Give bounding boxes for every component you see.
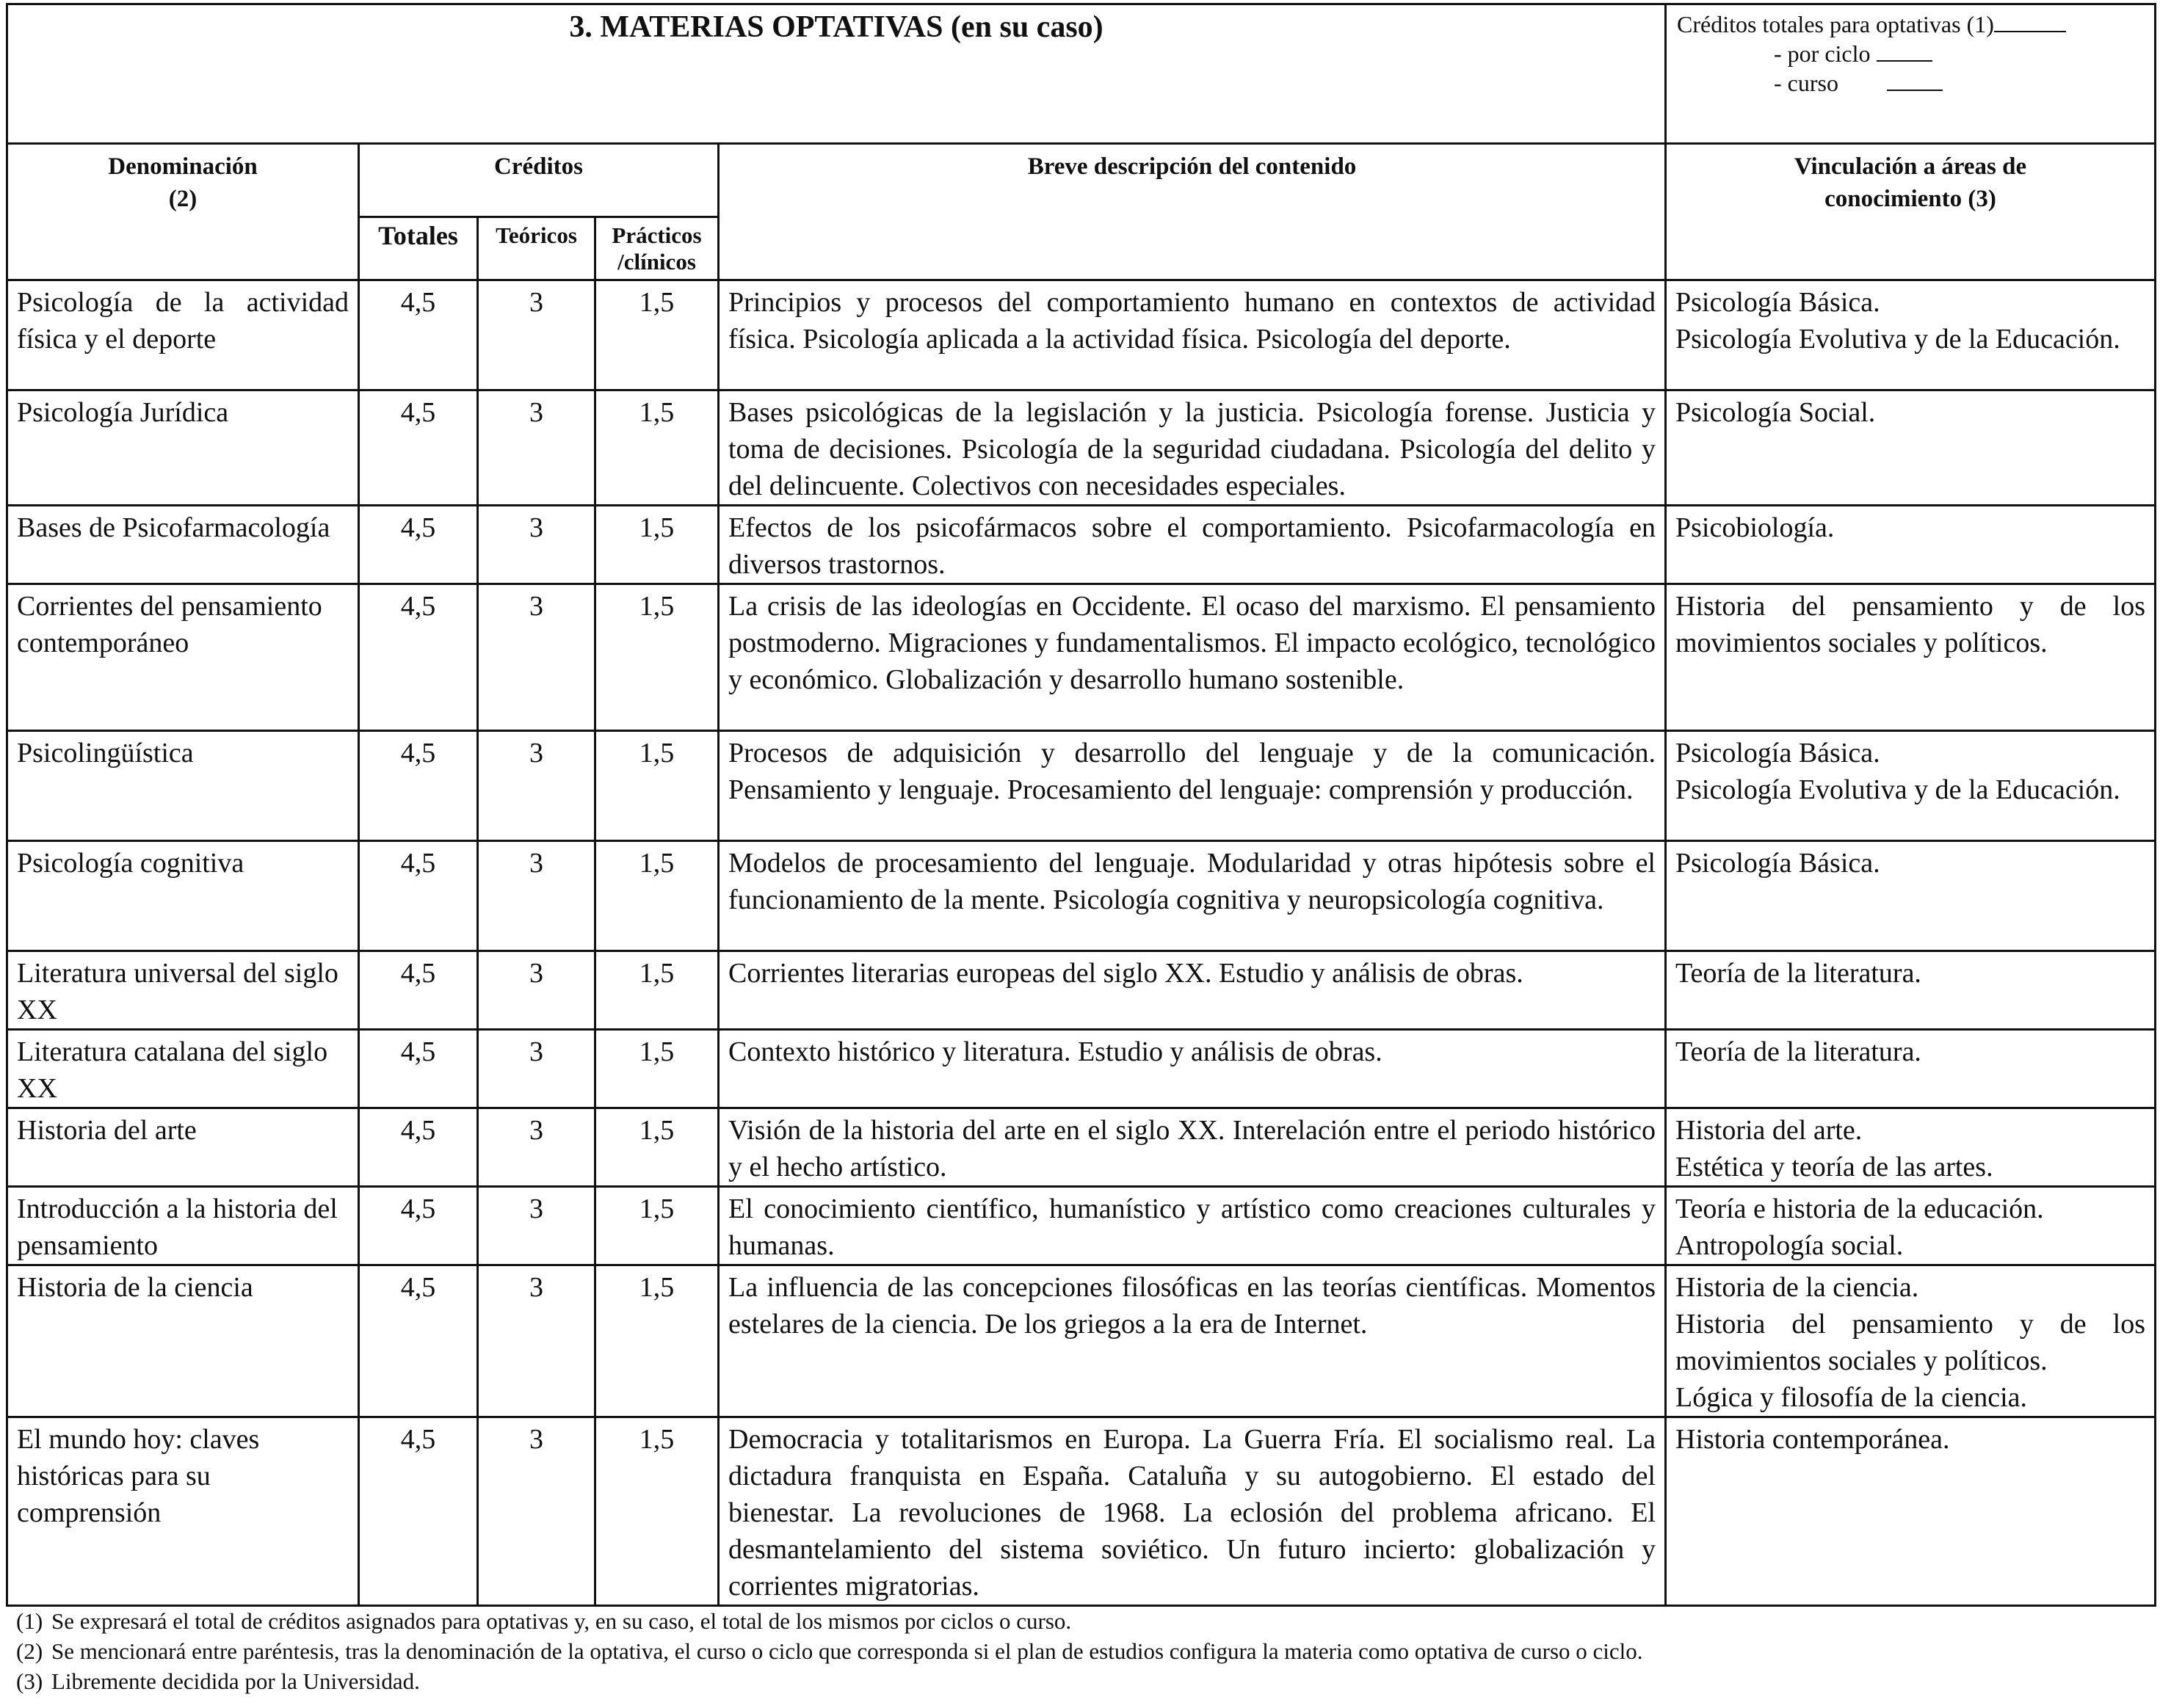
por-ciclo-blank xyxy=(1877,60,1932,62)
area-item: Psicología Básica. xyxy=(1675,848,1880,879)
areas-conocimiento xyxy=(1666,584,2156,731)
descripcion-contenido: Corrientes literarias europeas del siglo XX. Estudio y análisis de obras. xyxy=(719,951,1666,1030)
descripcion-contenido: Visión de la historia del arte en el siglo XX. Interelación entre el periodo histórico y el hecho artístico. xyxy=(719,1108,1666,1187)
practicos-label: Prácticos xyxy=(612,222,702,248)
title-row xyxy=(7,4,2156,144)
creditos-totales: 4,5 xyxy=(359,506,478,584)
areas-conocimiento xyxy=(1666,506,2156,584)
footnote-number: (3) xyxy=(16,1668,43,1694)
descripcion-contenido: Modelos de procesamiento del lenguaje. Modularidad y otras hipótesis sobre el funcionamiento de la mente. Psicología cognitiva y neuropsicología cognitiva. xyxy=(719,841,1666,951)
curso-line xyxy=(1677,68,2147,98)
areas-conocimiento xyxy=(1666,1417,2156,1606)
descripcion-contenido: El conocimiento científico, humanístico y artístico como creaciones culturales y humanas. xyxy=(719,1187,1666,1265)
creditos-teoricos: 3 xyxy=(478,1417,595,1606)
footnotes xyxy=(16,1606,1643,1696)
materia-name: Introducción a la historia del pensamiento xyxy=(7,1187,359,1265)
creditos-practicos: 1,5 xyxy=(595,731,719,841)
denominacion-header xyxy=(7,144,359,280)
area-item: Teoría de la literatura. xyxy=(1675,958,1921,989)
area-item: Psicología Básica. xyxy=(1675,738,1880,768)
creditos-practicos: 1,5 xyxy=(595,506,719,584)
descripcion-contenido: Efectos de los psicofármacos sobre el comportamiento. Psicofarmacología en diversos trastornos. xyxy=(719,506,1666,584)
materia-name: Psicolingüística xyxy=(7,731,359,841)
credits-total-line xyxy=(1677,10,2147,39)
creditos-totales: 4,5 xyxy=(359,1265,478,1417)
descripcion-contenido: Democracia y totalitarismos en Europa. La Guerra Fría. El socialismo real. La dictadura franquista en España. Cataluña y su autogobierno. El estado del bienestar. La revoluciones de 1968. La eclosión del problema africano. El desmantelamiento del sistema soviético. Un futuro incierto: globalización y corrientes migratorias. xyxy=(719,1417,1666,1606)
creditos-totales: 4,5 xyxy=(359,1187,478,1265)
area-item: Lógica y filosofía de la ciencia. xyxy=(1675,1382,2028,1413)
creditos-teoricos: 3 xyxy=(478,280,595,390)
areas-conocimiento xyxy=(1666,841,2156,951)
areas-conocimiento xyxy=(1666,280,2156,390)
descripcion-contenido: Principios y procesos del comportamiento humano en contextos de actividad física. Psicología aplicada a la actividad física. Psicología del deporte. xyxy=(719,280,1666,390)
table-row xyxy=(7,841,2156,951)
creditos-totales: 4,5 xyxy=(359,584,478,731)
creditos-teoricos: 3 xyxy=(478,841,595,951)
totales-header: Totales xyxy=(359,217,478,280)
areas-conocimiento xyxy=(1666,390,2156,506)
credits-total-blank xyxy=(1994,31,2066,32)
creditos-practicos: 1,5 xyxy=(595,951,719,1030)
footnote-number: (2) xyxy=(16,1638,43,1664)
creditos-totales: 4,5 xyxy=(359,280,478,390)
creditos-teoricos: 3 xyxy=(478,584,595,731)
vinculacion-header xyxy=(1666,144,2156,280)
areas-conocimiento xyxy=(1666,951,2156,1030)
area-item: Teoría e historia de la educación. xyxy=(1675,1193,2044,1224)
descripcion-contenido: Procesos de adquisición y desarrollo del lenguaje y de la comunicación. Pensamiento y lenguaje. Procesamiento del lenguaje: comprensión y producción. xyxy=(719,731,1666,841)
table-row xyxy=(7,951,2156,1030)
materia-name: Psicología cognitiva xyxy=(7,841,359,951)
footnote-text: Se expresará el total de créditos asignados para optativas y, en su caso, el total de los mismos por ciclos o curso. xyxy=(51,1608,1072,1634)
areas-conocimiento xyxy=(1666,1265,2156,1417)
column-header-row xyxy=(7,144,2156,217)
area-item: Historia del pensamiento y de los movimientos sociales y políticos. xyxy=(1675,591,2145,658)
materia-name: Literatura universal del siglo XX xyxy=(7,951,359,1030)
table-row xyxy=(7,506,2156,584)
area-item: Historia del arte. xyxy=(1675,1115,1863,1146)
materia-name: Literatura catalana del siglo XX xyxy=(7,1030,359,1108)
creditos-teoricos: 3 xyxy=(478,1187,595,1265)
area-item: Psicología Social. xyxy=(1675,397,1876,428)
creditos-practicos: 1,5 xyxy=(595,1417,719,1606)
credits-total-box xyxy=(1666,4,2156,144)
area-item: Psicología Evolutiva y de la Educación. xyxy=(1675,324,2120,355)
footnote xyxy=(16,1606,1643,1636)
materia-name: Psicología de la actividad física y el deporte xyxy=(7,280,359,390)
area-item: Historia de la ciencia. xyxy=(1675,1272,1919,1303)
area-item: Psicología Evolutiva y de la Educación. xyxy=(1675,774,2120,805)
table-row xyxy=(7,1265,2156,1417)
areas-conocimiento xyxy=(1666,1030,2156,1108)
descripcion-contenido: Bases psicológicas de la legislación y la justicia. Psicología forense. Justicia y toma de decisiones. Psicología de la seguridad ciudadana. Psicología del delito y del delincuente. Colectivos con necesidades especiales. xyxy=(719,390,1666,506)
creditos-practicos: 1,5 xyxy=(595,1265,719,1417)
practicos-label-2: /clínicos xyxy=(617,249,696,275)
teoricos-header: Teóricos xyxy=(478,217,595,280)
creditos-practicos: 1,5 xyxy=(595,390,719,506)
curso-blank xyxy=(1887,90,1943,91)
descripcion-contenido: La crisis de las ideologías en Occidente. El ocaso del marxismo. El pensamiento postmoderno. Migraciones y fundamentalismos. El impacto ecológico, tecnológico y económico. Globalización y desarrollo humano sostenible. xyxy=(719,584,1666,731)
descripcion-contenido: Contexto histórico y literatura. Estudio y análisis de obras. xyxy=(719,1030,1666,1108)
area-item: Estética y teoría de las artes. xyxy=(1675,1152,1993,1182)
creditos-totales: 4,5 xyxy=(359,1417,478,1606)
por-ciclo-label: - por ciclo xyxy=(1774,40,1871,67)
footnote-number: (1) xyxy=(16,1608,43,1634)
creditos-totales: 4,5 xyxy=(359,1108,478,1187)
practicos-header xyxy=(595,217,719,280)
descripcion-header: Breve descripción del contenido xyxy=(719,144,1666,280)
area-item: Antropología social. xyxy=(1675,1230,1904,1261)
creditos-practicos: 1,5 xyxy=(595,1108,719,1187)
creditos-teoricos: 3 xyxy=(478,951,595,1030)
por-ciclo-line xyxy=(1677,39,2147,68)
materia-name: Historia del arte xyxy=(7,1108,359,1187)
creditos-teoricos: 3 xyxy=(478,390,595,506)
area-item: Psicología Básica. xyxy=(1675,287,1880,318)
denominacion-label: Denominación xyxy=(108,153,258,180)
materia-name: Historia de la ciencia xyxy=(7,1265,359,1417)
creditos-header: Créditos xyxy=(359,144,719,217)
materia-name: El mundo hoy: claves históricas para su comprensión xyxy=(7,1417,359,1606)
footnote-text: Libremente decidida por la Universidad. xyxy=(51,1668,420,1694)
vinculacion-label: Vinculación a áreas de xyxy=(1794,153,2027,180)
curso-label: - curso xyxy=(1774,70,1838,96)
creditos-practicos: 1,5 xyxy=(595,841,719,951)
table-row xyxy=(7,280,2156,390)
footnote-text: Se mencionará entre paréntesis, tras la denominación de la optativa, el curso o ciclo que corresponda si el plan de estudios configura la materia como optativa de curso o ciclo. xyxy=(51,1638,1643,1664)
areas-conocimiento xyxy=(1666,1187,2156,1265)
denominacion-note: (2) xyxy=(168,186,197,212)
areas-conocimiento xyxy=(1666,1108,2156,1187)
table-row xyxy=(7,1187,2156,1265)
creditos-teoricos: 3 xyxy=(478,1265,595,1417)
footnote xyxy=(16,1636,1643,1666)
area-item: Psicobiología. xyxy=(1675,512,1835,543)
creditos-practicos: 1,5 xyxy=(595,584,719,731)
creditos-totales: 4,5 xyxy=(359,1030,478,1108)
table-row xyxy=(7,1417,2156,1606)
section-title: 3. MATERIAS OPTATIVAS (en su caso) xyxy=(7,4,1666,144)
creditos-practicos: 1,5 xyxy=(595,1187,719,1265)
table-row xyxy=(7,1108,2156,1187)
creditos-totales: 4,5 xyxy=(359,951,478,1030)
creditos-teoricos: 3 xyxy=(478,731,595,841)
table-row xyxy=(7,390,2156,506)
table-row xyxy=(7,1030,2156,1108)
area-item: Historia del pensamiento y de los movimientos sociales y políticos. xyxy=(1675,1309,2145,1376)
creditos-totales: 4,5 xyxy=(359,390,478,506)
vinculacion-label-2: conocimiento (3) xyxy=(1824,186,1996,212)
creditos-teoricos: 3 xyxy=(478,1108,595,1187)
materia-name: Bases de Psicofarmacología xyxy=(7,506,359,584)
areas-conocimiento xyxy=(1666,731,2156,841)
materia-name: Corrientes del pensamiento contemporáneo xyxy=(7,584,359,731)
table-row xyxy=(7,584,2156,731)
table-row xyxy=(7,731,2156,841)
materia-name: Psicología Jurídica xyxy=(7,390,359,506)
optativas-table xyxy=(6,3,2156,1607)
creditos-totales: 4,5 xyxy=(359,731,478,841)
creditos-teoricos: 3 xyxy=(478,506,595,584)
creditos-teoricos: 3 xyxy=(478,1030,595,1108)
footnote xyxy=(16,1666,1643,1696)
creditos-practicos: 1,5 xyxy=(595,1030,719,1108)
creditos-practicos: 1,5 xyxy=(595,280,719,390)
area-item: Teoría de la literatura. xyxy=(1675,1036,1921,1067)
creditos-totales: 4,5 xyxy=(359,841,478,951)
area-item: Historia contemporánea. xyxy=(1675,1424,1950,1455)
descripcion-contenido: La influencia de las concepciones filosóficas en las teorías científicas. Momentos estelares de la ciencia. De los griegos a la era de Internet. xyxy=(719,1265,1666,1417)
credits-total-label: Créditos totales para optativas (1) xyxy=(1677,11,1994,37)
